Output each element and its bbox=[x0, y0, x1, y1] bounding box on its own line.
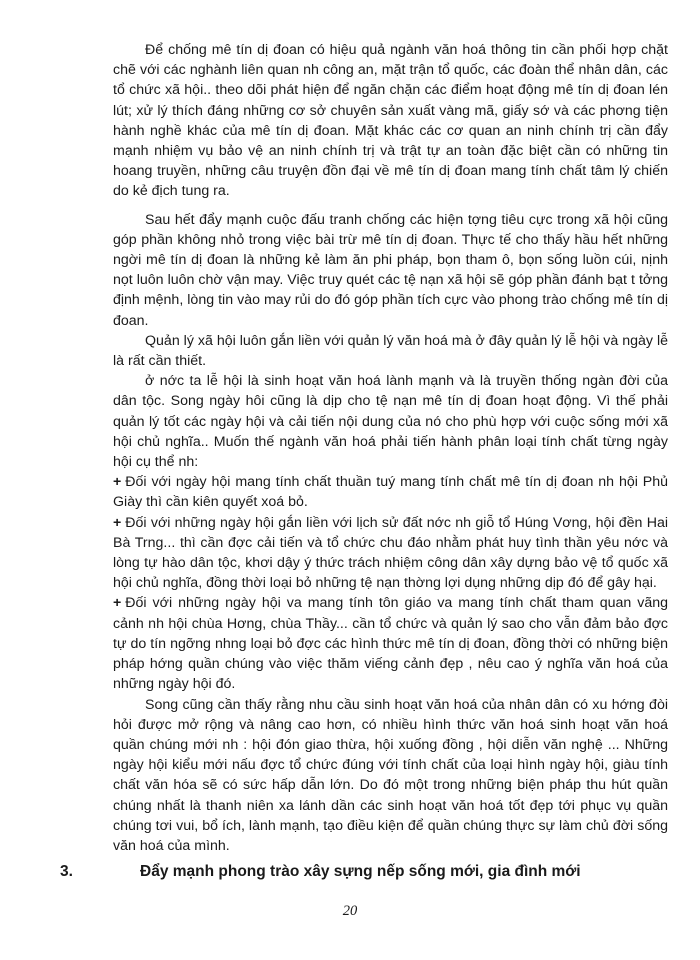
paragraph-festival-management: Quản lý xã hội luôn gắn liền với quản lý văn hoá mà ở đây quản lý lễ hội và ngày lễ là rất cần thiết. bbox=[113, 332, 668, 370]
bullet-item bbox=[113, 513, 668, 594]
bullet-text: Đối với những ngày hội gắn liền với lịch sử đất nớc nh giỗ tổ Húng Vơng, hội đền Hai Bà Trng... thì cần đợc cải tiến và tổ chức chu đáo nhằm phát huy tình thần yêu nớc và lòng tự hào dân tộc, khơi dậy ý thức trách nhiệm công dân xây dựng bảo vệ tổ quốc xã hội chủ nghĩa, đồng thời loại bỏ những tệ nạn thờng lợi dụng những dịp đó để gây hại. bbox=[113, 514, 668, 592]
section-title: Đẩy mạnh phong trào xây sựng nếp sống mới, gia đình mới bbox=[140, 863, 581, 880]
paragraph-festival-tradition: ở nớc ta lễ hội là sinh hoạt văn hoá lành mạnh và là truyền thống ngàn đời của dân tộc. Song ngày hôi cũng là dịp cho tệ nạn mê tín dị đoan hoạt động. Vì thế phải quản lý tốt các ngày hội và cải tiến nội dung của nó cho phù hợp với cuộc sống mới xã hội chủ nghĩa.. Muốn thế ngành văn hoá phải tiến hành phân loại tính chất từng ngày hội cụ thể nh: bbox=[113, 373, 668, 471]
plus-bullet-icon: + bbox=[113, 514, 122, 531]
body-text bbox=[113, 40, 668, 856]
plus-bullet-icon: + bbox=[113, 474, 122, 491]
bullet-text: Đối với ngày hội mang tính chất thuần tuý mang tính chất mê tín dị đoan nh hội Phủ Giày thì cần kiên quyết xoá bỏ. bbox=[113, 474, 668, 511]
paragraph-superstition-coordination: Để chống mê tín dị đoan có hiệu quả ngành văn hoá thông tin cần phối hợp chặt chẽ với các nghành liên quan nh công an, mặt trận tổ quốc, các đoàn thể nhân dân, các tổ chức xã hội.. theo dõi phát hiện để ngăn chặn các điểm hoạt động mê tín dị đoan lén lút; xử lý thích đáng những cơ sở chuyên sản xuất vàng mã, giấy sớ và các phơng tiện hành nghề khác của mê tín dị đoan. Mặt khác các cơ quan an ninh chính trị cần đẩy mạnh nhiệm vụ bảo vệ an ninh chính trị và trật tự an toàn đặc biệt cần có những tin hoang truyền, những câu truyện đồn đại về mê tín dị đoan mang tính chất tâm lý chiến do kẻ địch tung ra. bbox=[113, 42, 668, 200]
bullet-text: Đối với những ngày hội va mang tính tôn giáo va mang tính chất tham quan vãng cảnh nh hội chùa Hơng, chùa Thầy... cần tổ chức và quản lý sao cho vẫn đảm bảo đợc tự do tín ngỡng nhng loại bỏ đợc các hình thức mê tín dị đoan, đồng thời có những biện pháp hớng quần chúng vào việc thăm viếng cảnh đẹp , nêu cao ý nghĩa văn hoá của những ngày hội đó. bbox=[113, 595, 668, 693]
bullet-item bbox=[113, 472, 668, 512]
plus-bullet-icon: + bbox=[113, 595, 122, 612]
section-number: 3. bbox=[60, 863, 73, 880]
paragraph-social-evils: Sau hết đẩy mạnh cuộc đấu tranh chống các hiện tợng tiêu cực trong xã hội cũng góp phần không nhỏ trong việc bài trừ mê tín dị đoan. Thực tế cho thấy hầu hết những ngời mê tín dị đoan là những kẻ làm ăn phi pháp, bọn tham ô, bọn sống luồn cúi, nịnh nọt luôn luôn chờ vận may. Việc truy quét các tệ nạn xã hội sẽ góp phần đánh bạt t tởng định mệnh, lòng tin vào may rủi do đó góp phần tích cực vào phong trào chống mê tín dị đoan. bbox=[113, 211, 668, 329]
bullet-item bbox=[113, 593, 668, 694]
paragraph-new-festivals: Song cũng cần thấy rằng nhu cầu sinh hoạt văn hoá của nhân dân có xu hớng đòi hỏi được mở rộng và nâng cao hơn, có nhiều hình thức văn hoá sinh hoạt văn hoá quần chúng mới nh : hội đón giao thừa, hội xuống đồng , hội diễn văn nghệ ... Những ngày hội kiểu mới nấu đợc tổ chức đúng với tính chất của loại hình ngày hội, giàu tính chất văn hóa sẽ có sức hấp dẫn lớn. Do đó một trong những biện pháp thu hút quần chúng nhất là thanh niên xa lánh dần các sinh hoạt văn hoá tốt đẹp tới phục vụ quần chúng tơi vui, bổ ích, lành mạnh, tạo điều kiện để quần chúng thực sự làm chủ đời sống văn hoá của mình. bbox=[113, 696, 668, 854]
page-number: 20 bbox=[342, 903, 358, 919]
